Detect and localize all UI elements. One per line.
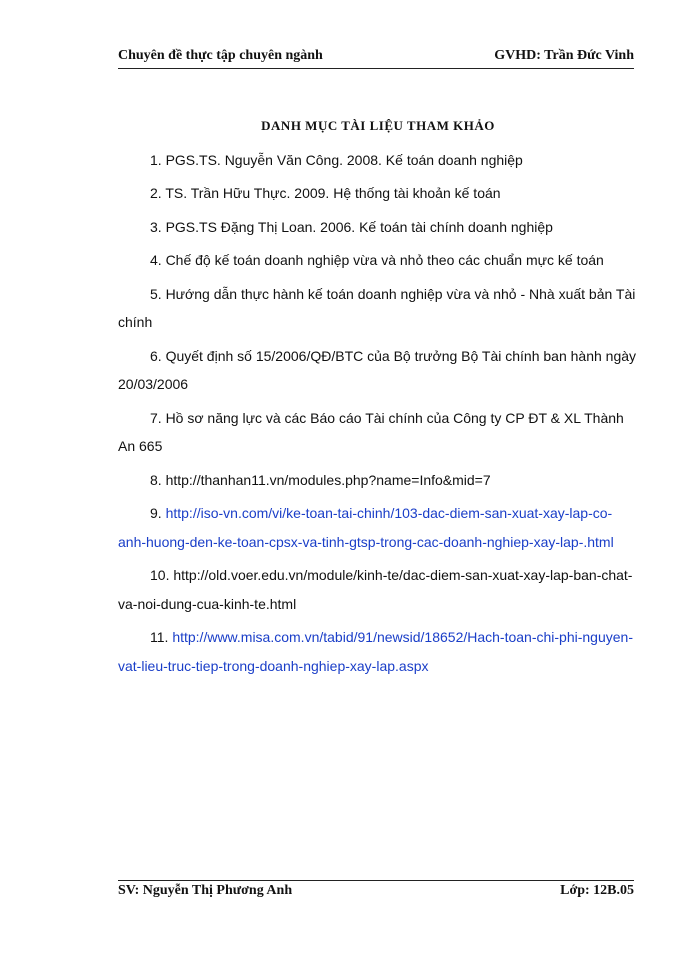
page-footer	[118, 880, 634, 902]
header-rule	[118, 68, 634, 69]
reference-text: 7. Hồ sơ năng lực và các Báo cáo Tài chính của Công ty CP ĐT & XL Thành An 665	[118, 409, 624, 454]
reference-item-9	[118, 499, 638, 556]
header-left-title: Chuyên đề thực tập chuyên ngành	[118, 48, 323, 63]
reference-item-6	[118, 342, 638, 399]
reference-item-10	[118, 561, 638, 618]
page-header	[118, 46, 634, 66]
header-advisor: GVHD: Trần Đức Vinh	[494, 48, 634, 63]
reference-item-11	[118, 623, 638, 680]
footer-student: SV: Nguyễn Thị Phương Anh	[118, 883, 293, 898]
reference-text: 1. PGS.TS. Nguyễn Văn Công. 2008. Kế toán doanh nghiệp	[150, 151, 523, 168]
reference-text: 9.	[150, 505, 166, 521]
reference-item-5	[118, 280, 638, 337]
footer-class: Lớp: 12B.05	[560, 883, 634, 898]
reference-item-4	[118, 246, 638, 275]
reference-item-1	[118, 146, 638, 175]
reference-text: 11.	[150, 629, 173, 645]
reference-item-8	[118, 466, 638, 495]
reference-text: 5. Hướng dẫn thực hành kế toán doanh nghiệp vừa và nhỏ - Nhà xuất bản Tài chính	[118, 285, 636, 330]
reference-text: 2. TS. Trần Hữu Thực. 2009. Hệ thống tài khoản kế toán	[150, 185, 501, 201]
reference-text: 4. Chế độ kế toán doanh nghiệp vừa và nhỏ theo các chuẩn mực kế toán	[150, 252, 604, 268]
references-title: DANH MỤC TÀI LIỆU THAM KHẢO	[261, 118, 495, 133]
references-section	[118, 112, 638, 685]
reference-item-7	[118, 404, 638, 461]
reference-item-2	[118, 179, 638, 208]
reference-item-3	[118, 213, 638, 242]
reference-text: 8. http://thanhan11.vn/modules.php?name=Info&mid=7	[150, 471, 491, 488]
reference-text: 6. Quyết định số 15/2006/QĐ/BTC của Bộ trưởng Bộ Tài chính ban hành ngày 20/03/2006	[118, 347, 637, 392]
reference-text: 3. PGS.TS Đặng Thị Loan. 2006. Kế toán tài chính doanh nghiệp	[150, 218, 553, 235]
reference-text: 10. http://old.voer.edu.vn/module/kinh-te/dac-diem-san-xuat-xay-lap-ban-chat-va-noi-dung-cua-kinh-te.html	[118, 567, 633, 612]
reference-link[interactable]: http://www.misa.com.vn/tabid/91/newsid/18652/Hach-toan-chi-phi-nguyen-vat-lieu-truc-tiep-trong-doanh-nghiep-xay-lap.aspx	[118, 629, 633, 674]
reference-link[interactable]: http://iso-vn.com/vi/ke-toan-tai-chinh/103-dac-diem-san-xuat-xay-lap-co-anh-huong-den-ke-toan-cpsx-va-tinh-gtsp-trong-cac-doanh-nghiep-xay-lap-.html	[118, 505, 614, 550]
